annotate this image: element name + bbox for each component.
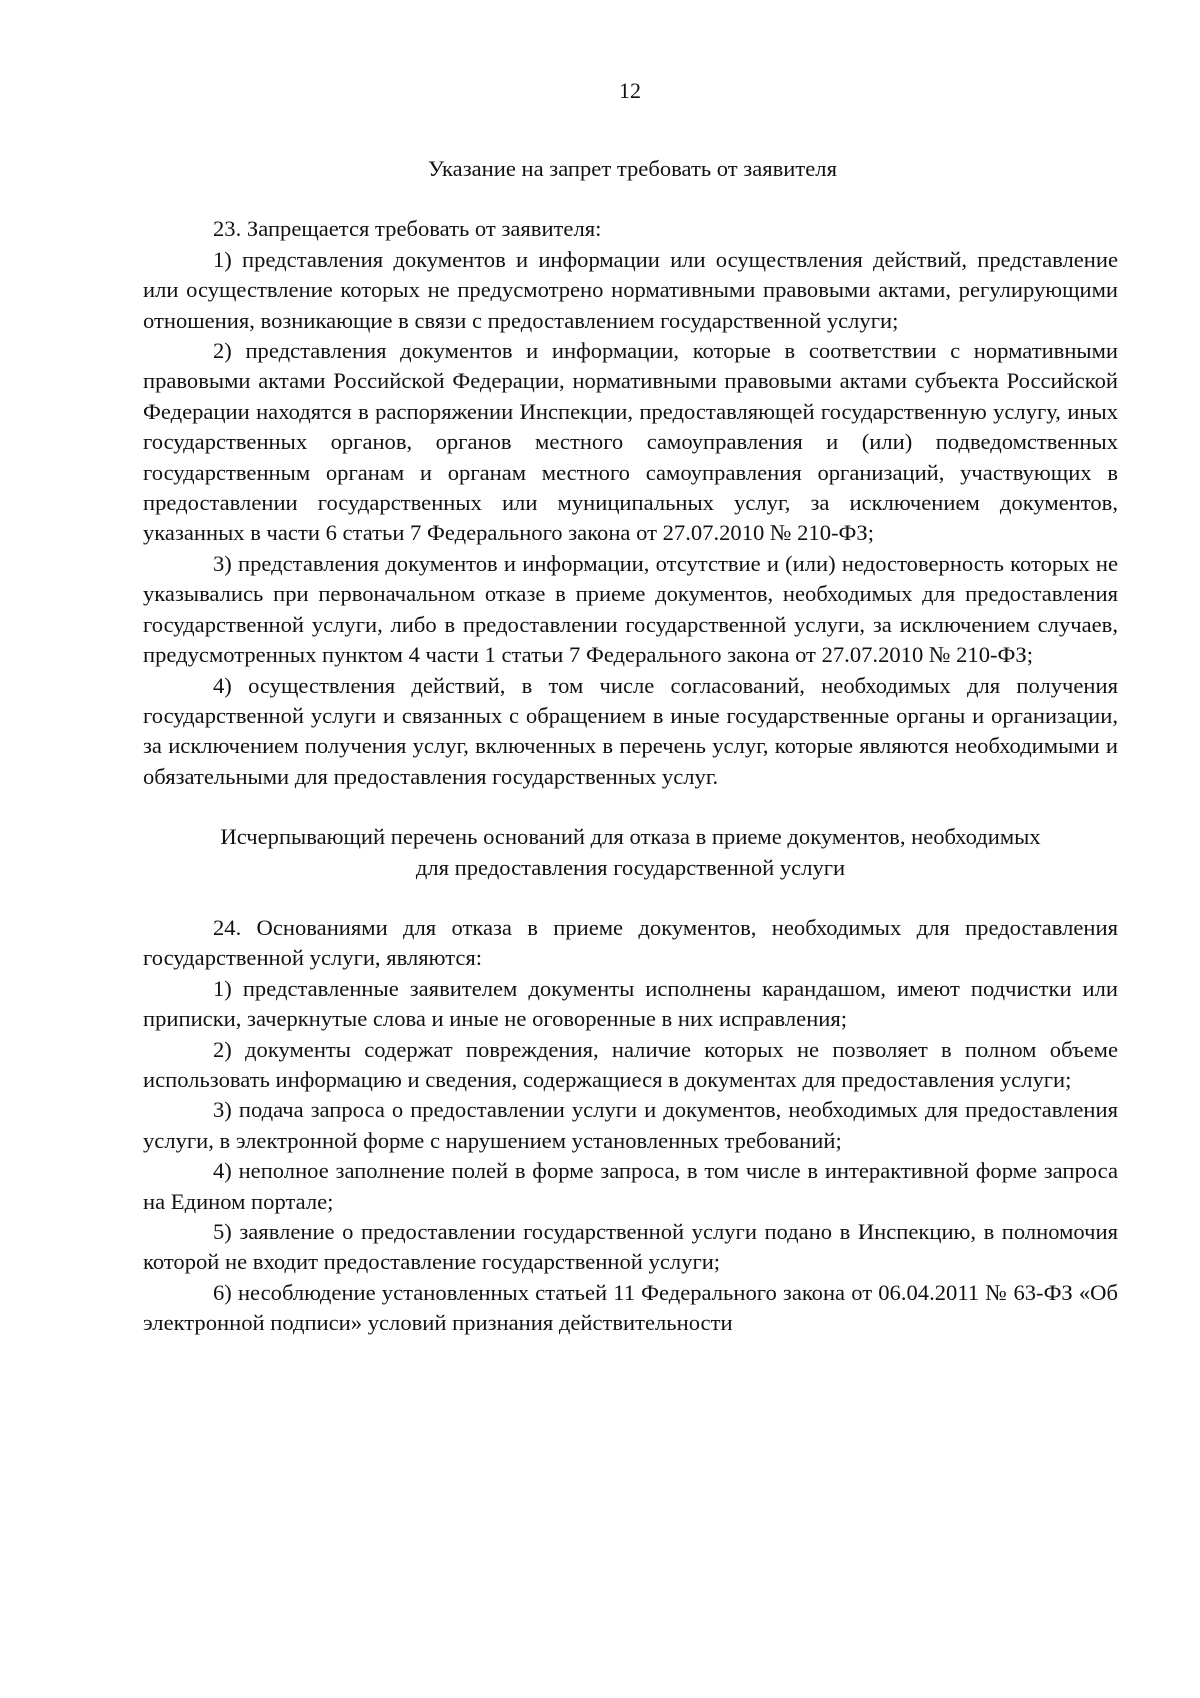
section-24-item-3: 3) подача запроса о предоставлении услуги и документов, необходимых для предоставления услуги, в электронной форме с нарушением установленных требований;: [143, 1097, 1118, 1153]
section-24-intro: 24. Основаниями для отказа в приеме документов, необходимых для предоставления государственной услуги, являются:: [143, 914, 1118, 971]
section-24-item-2: 2) документы содержат повреждения, наличие которых не позволяет в полном объеме использовать информацию и сведения, содержащиеся в документах для предоставления услуги;: [143, 1036, 1118, 1092]
document-body: [143, 154, 1118, 1339]
section-24-item-6: 6) несоблюдение установленных статьей 11 Федерального закона от 06.04.2011 № 63-ФЗ «Об электронной подписи» условий признания действительности: [143, 1279, 1118, 1336]
section-24-item-5: 5) заявление о предоставлении государственной услуги подано в Инспекцию, в полномочия которой не входит предоставление государственной услуги;: [143, 1219, 1118, 1275]
section-23-item-1: 1) представления документов и информации или осуществления действий, представление или осуществление которых не предусмотрено нормативными правовыми актами, регулирующими отношения, возникающие в связи с предоставлением государственной услуги;: [143, 246, 1118, 333]
section-23-item-2: 2) представления документов и информации, которые в соответствии с нормативными правовыми актами Российской Федерации, нормативными правовыми актами субъекта Российской Федерации находятся в распоряжении Инспекции, предоставляющей государственную услугу, иных государственных органов, органов местного самоуправления и (или) подведомственных государственным органам и органам местного самоуправления организаций, участвующих в предоставлении государственных или муниципальных услуг, за исключением документов, указанных в части 6 статьи 7 Федерального закона от 27.07.2010 № 210-ФЗ;: [143, 338, 1118, 546]
section-24-item-4: 4) неполное заполнение полей в форме запроса, в том числе в интерактивной форме запроса на Едином портале;: [143, 1158, 1118, 1214]
section-23-item-4: 4) осуществления действий, в том числе согласований, необходимых для получения государственной услуги и связанных с обращением в иные государственные органы и организации, за исключением получения услуг, включенных в перечень услуг, которые являются необходимыми и обязательными для предоставления государственных услуг.: [143, 672, 1118, 789]
section-24-heading: [143, 822, 1118, 883]
section-24-heading-line-2: для предоставления государственной услуги: [415, 854, 846, 880]
section-24-heading-line-1: Исчерпывающий перечень оснований для отказа в приеме документов, необходимых: [220, 824, 1041, 850]
section-23-intro: 23. Запрещается требовать от заявителя:: [213, 216, 602, 242]
section-23-heading: Указание на запрет требовать от заявителя: [428, 156, 837, 181]
section-23-item-3: 3) представления документов и информации, отсутствие и (или) недостоверность которых не указывались при первоначальном отказе в приеме документов, необходимых для предоставления государственной услуги, либо в предоставлении государственной услуги, за исключением случаев, предусмотренных пунктом 4 части 1 статьи 7 Федерального закона от 27.07.2010 № 210-ФЗ;: [143, 550, 1118, 668]
section-24-item-1: 1) представленные заявителем документы исполнены карандашом, имеют подчистки или приписки, зачеркнутые слова и иные не оговоренные в них исправления;: [143, 975, 1118, 1032]
page-number: 12: [619, 78, 641, 103]
